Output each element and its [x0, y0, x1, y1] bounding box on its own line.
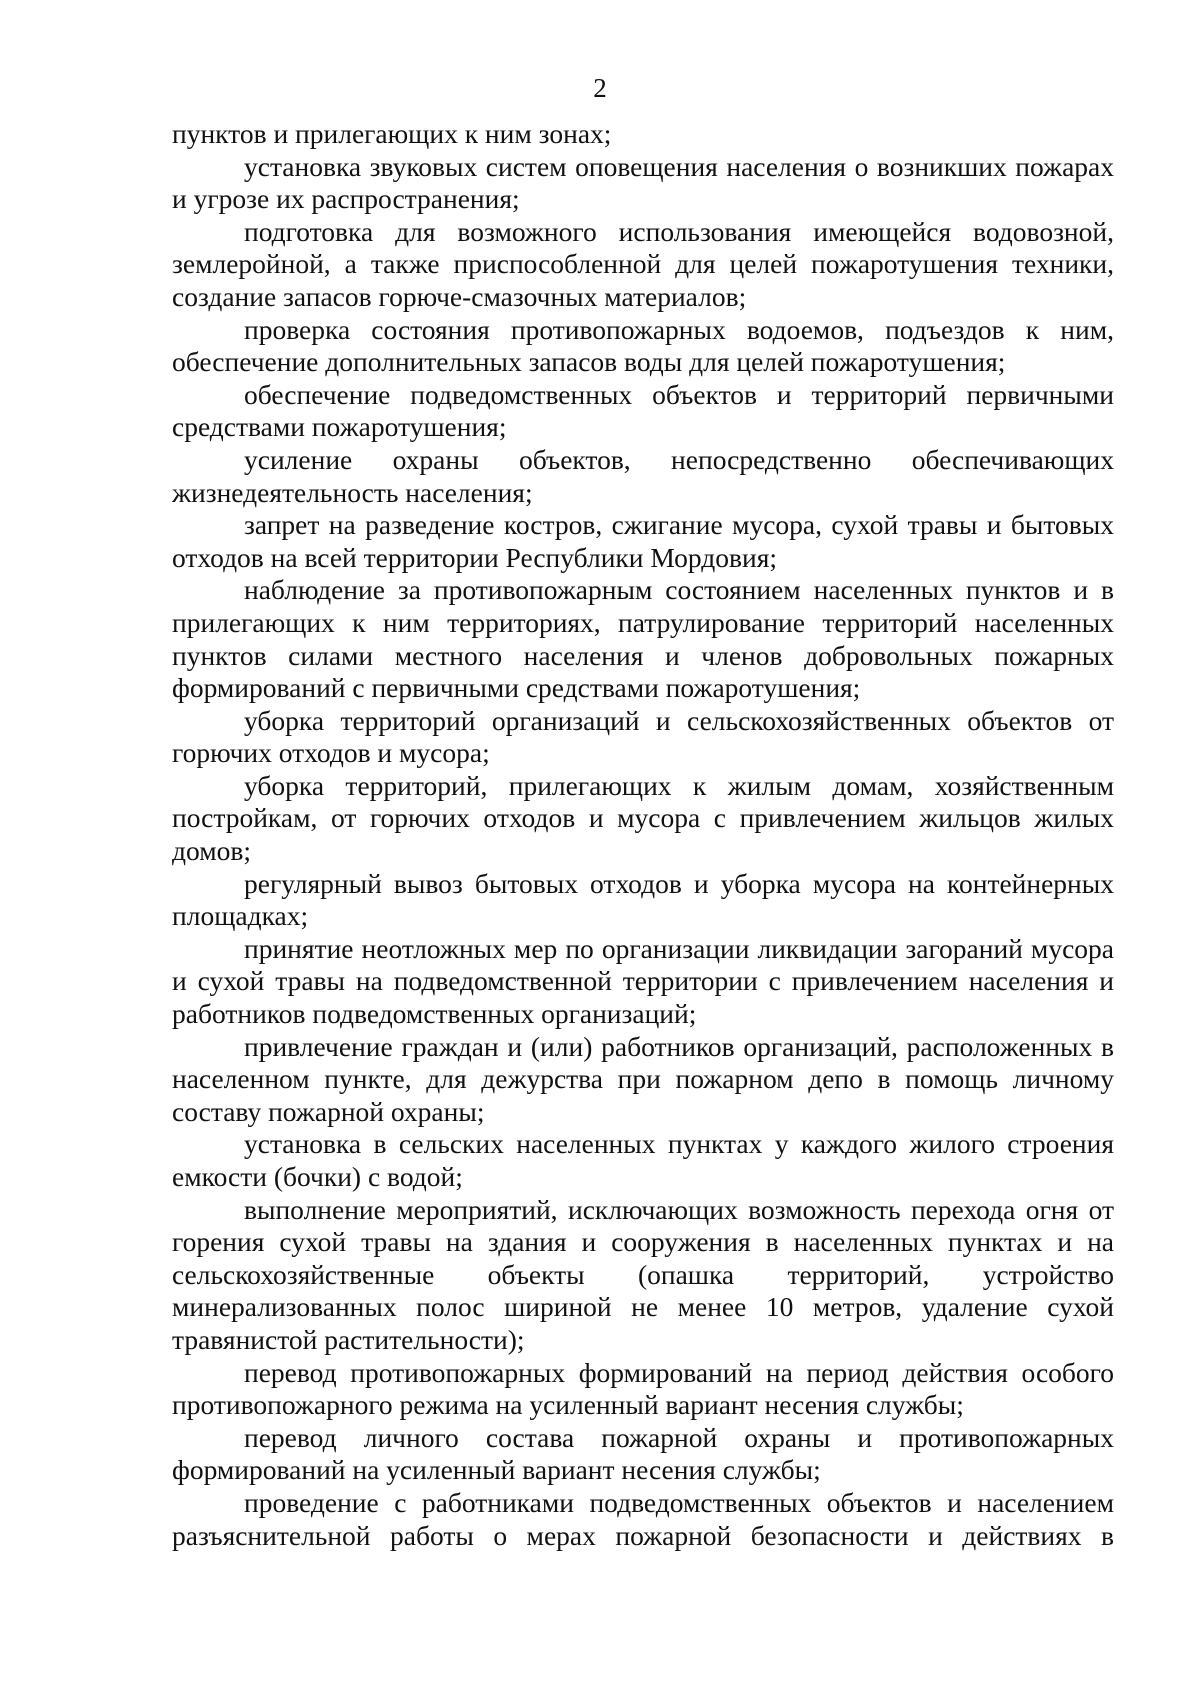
paragraph-patrolling: наблюдение за противопожарным состоянием населенных пунктов и в прилегающих к ним территориях, патрулирование территорий населенных пунктов силами местного населения и членов добровольных пожарных формирований с первичными средствами пожаротушения; — [172, 574, 1114, 704]
paragraph-fire-spread-prevention: выполнение мероприятий, исключающих возможность перехода огня от горения сухой травы на здания и сооружения в населенных пунктах и на сельскохозяйственные объекты (опашка территорий, устройство минерализованных полос шириной не менее 10 метров, удаление сухой травянистой растительности); — [172, 1193, 1114, 1355]
paragraph-continuation: пунктов и прилегающих к ним зонах; — [172, 118, 612, 149]
page-number: 2 — [593, 73, 607, 103]
paragraph-sound-alert-systems: установка звуковых систем оповещения населения о возникших пожарах и угрозе их распространения; — [172, 150, 1114, 215]
paragraph-citizen-duty: привлечение граждан и (или) работников организаций, расположенных в населенном пункте, для дежурства при пожарном депо в помощь личному составу пожарной охраны; — [172, 1030, 1114, 1127]
paragraph-residential-cleanup: уборка территорий, прилегающих к жилым домам, хозяйственным постройкам, от горючих отходов и мусора с привлечением жильцов жилых домов; — [172, 769, 1114, 867]
paragraph-explanatory-work: проведение с работниками подведомственных объектов и населением разъяснительной работы о мерах пожарной безопасности и действиях в — [172, 1486, 1114, 1551]
paragraph-water-reservoirs-check: проверка состояния противопожарных водоемов, подъездов к ним, обеспечение дополнительных запасов воды для целей пожаротушения; — [172, 313, 1114, 378]
paragraph-waste-removal: регулярный вывоз бытовых отходов и уборка мусора на контейнерных площадках; — [172, 867, 1114, 932]
paragraph-urgent-measures: принятие неотложных мер по организации ликвидации загораний мусора и сухой травы на подведомственной территории с привлечением населения и работников подведомственных организаций; — [172, 932, 1114, 1030]
paragraph-equipment-preparation: подготовка для возможного использования имеющейся водовозной, землеройной, а также приспособленной для целей пожаротушения техники, создание запасов горюче-смазочных материалов; — [172, 215, 1114, 312]
paragraph-primary-extinguishing-means: обеспечение подведомственных объектов и территорий первичными средствами пожаротушения; — [172, 378, 1114, 443]
paragraph-organization-cleanup: уборка территорий организаций и сельскохозяйственных объектов от горючих отходов и мусора; — [172, 704, 1114, 769]
document-body — [172, 118, 1114, 1552]
paragraph-security-strengthening: усиление охраны объектов, непосредственно обеспечивающих жизнедеятельность населения; — [172, 443, 1114, 508]
paragraph-bonfire-ban: запрет на разведение костров, сжигание мусора, сухой травы и бытовых отходов на всей территории Республики Мордовия; — [172, 509, 1114, 573]
paragraph-formations-enhanced-mode: перевод противопожарных формирований на период действия особого противопожарного режима на усиленный вариант несения службы; — [172, 1356, 1114, 1421]
paragraph-water-containers: установка в сельских населенных пунктах у каждого жилого строения емкости (бочки) с водой; — [172, 1128, 1114, 1192]
paragraph-personnel-enhanced-mode: перевод личного состава пожарной охраны и противопожарных формирований на усиленный вариант несения службы; — [172, 1421, 1114, 1486]
